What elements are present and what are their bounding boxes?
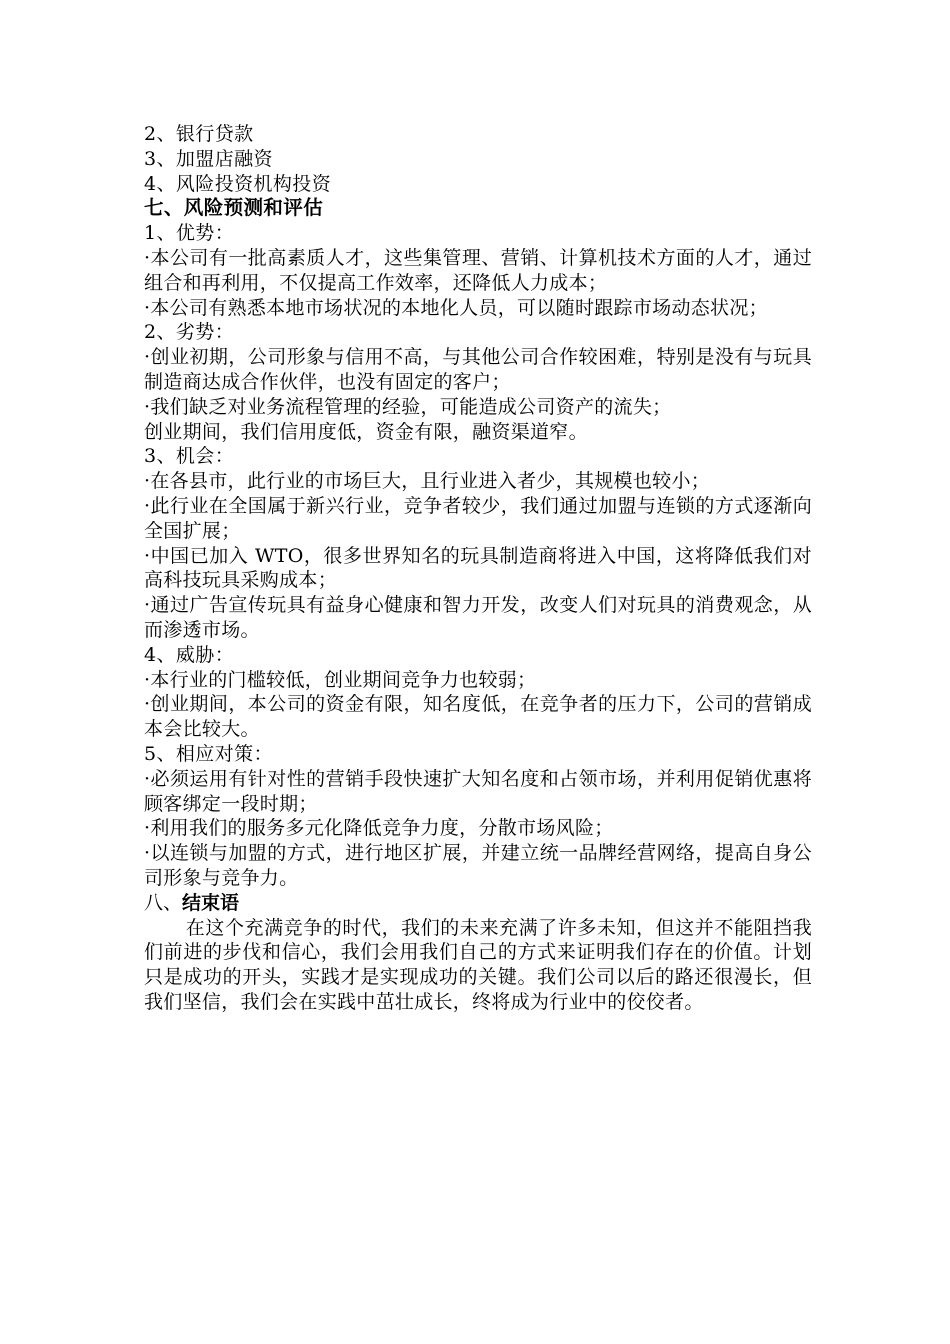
countermeasure-item: ·利用我们的服务多元化降低竞争力度，分散市场风险； [144, 817, 614, 840]
opportunities-label: 3、机会： [144, 445, 235, 468]
strength-item: ·本公司有一批高素质人才，这些集管理、营销、计算机技术方面的人才，通过组合和再利用，不仅提高工作效率，还降低人力成本； [144, 246, 812, 294]
threats-label: 4、威胁： [144, 643, 235, 666]
countermeasure-item: ·以连锁与加盟的方式，进行地区扩展，并建立统一品牌经营网络，提高自身公司形象与竞争力。 [144, 842, 812, 889]
weakness-item: ·创业初期，公司形象与信用不高，与其他公司合作较困难，特别是没有与玩具制造商达成合作伙伴，也没有固定的客户； [144, 346, 812, 393]
section-8-heading-title: 结束语 [182, 891, 240, 914]
funding-item-bank-loan: 2、银行贷款 [144, 123, 254, 145]
weakness-item: ·我们缺乏对业务流程管理的经验，可能造成公司资产的流失； [144, 395, 672, 418]
threat-item: ·本行业的门槛较低，创业期间竞争力也较弱； [144, 668, 537, 691]
section-8-heading-prefix: 八、 [144, 891, 183, 914]
conclusion-paragraph: 在这个充满竞争的时代，我们的未来充满了许多未知，但这并不能阻挡我们前进的步伐和信心，我们会用我们自己的方式来证明我们存在的价值。计划只是成功的开头，实践才是实现成功的关键。我们公司以后的路还很漫长，但我们坚信，我们会在实践中茁壮成长，终将成为行业中的佼佼者。 [144, 916, 812, 1013]
document-page [144, 122, 812, 1015]
countermeasures-label: 5、相应对策： [144, 742, 273, 765]
opportunity-item: ·此行业在全国属于新兴行业，竞争者较少，我们通过加盟与连锁的方式逐渐向全国扩展； [144, 494, 812, 542]
funding-item-franchise: 3、加盟店融资 [144, 147, 273, 170]
weakness-item: 创业期间，我们信用度低，资金有限，融资渠道窄。 [144, 420, 588, 443]
opportunity-item: ·中国已加入 WTO，很多世界知名的玩具制造商将进入中国，这将降低我们对高科技玩具采购成本； [144, 544, 812, 592]
section-7-heading: 七、风险预测和评估 [144, 196, 324, 220]
opportunity-item: ·在各县市，此行业的市场巨大，且行业进入者少，其规模也较小； [144, 470, 711, 493]
section-8-heading [144, 891, 812, 916]
countermeasure-item: ·必须运用有针对性的营销手段快速扩大知名度和占领市场，并利用促销优惠将顾客绑定一段时期； [144, 767, 812, 815]
threat-item: ·创业期间，本公司的资金有限，知名度低，在竞争者的压力下，公司的营销成本会比较大。 [144, 693, 812, 741]
strengths-label: 1、优势： [144, 222, 235, 245]
funding-item-venture-capital: 4、风险投资机构投资 [144, 172, 332, 195]
weaknesses-label: 2、劣势： [144, 321, 235, 344]
opportunity-item: ·通过广告宣传玩具有益身心健康和智力开发，改变人们对玩具的消费观念，从而渗透市场。 [144, 594, 812, 641]
strength-item: ·本公司有熟悉本地市场状况的本地化人员，可以随时跟踪市场动态状况； [144, 296, 768, 319]
